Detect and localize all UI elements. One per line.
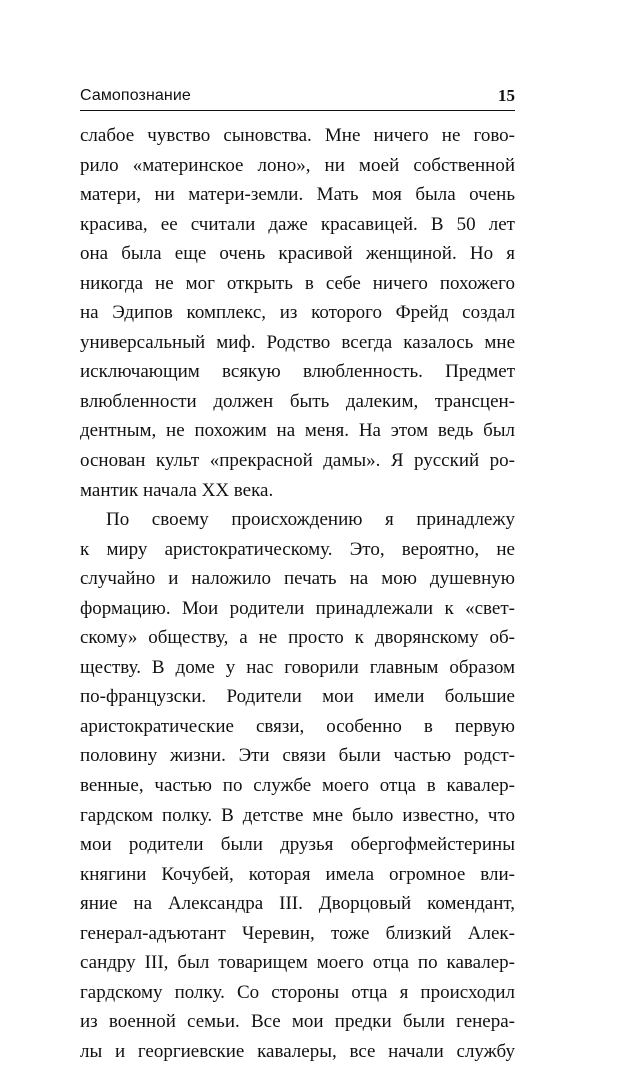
header-rule — [80, 110, 515, 111]
text-line: яние на Александра III. Дворцовый комендант, — [80, 893, 515, 915]
running-header — [80, 86, 515, 110]
text-line: исключающим всякую влюбленность. Предмет — [80, 361, 515, 383]
text-line: княгини Кочубей, которая имела огромное вли- — [80, 863, 515, 885]
text-line: основан культ «прекрасной дамы». Я русский ро- — [80, 450, 515, 472]
text-line: сандру III, был товарищем моего отца по кавалер- — [80, 952, 515, 974]
text-line: влюбленности должен быть далеким, трансцен- — [80, 390, 515, 412]
body-text — [80, 121, 515, 1067]
text-line: по-французски. Родители мои имели большие — [80, 686, 515, 708]
text-line: формацию. Мои родители принадлежали к «свет- — [80, 597, 515, 619]
text-line: дентным, не похожим на меня. На этом ведь был — [80, 420, 515, 442]
text-line: из военной семьи. Все мои предки были генера- — [80, 1011, 515, 1033]
text-line: мои родители были друзья обергофмейстерины — [80, 834, 515, 856]
paragraph-first-line: По своему происхождению я принадлежу — [106, 509, 515, 531]
text-line: к миру аристократическому. Это, вероятно, не — [80, 538, 515, 560]
text-line: аристократические связи, особенно в первую — [80, 715, 515, 737]
text-line: гардскому полку. Со стороны отца я происходил — [80, 981, 515, 1003]
text-line: лы и георгиевские кавалеры, все начали службу — [80, 1040, 515, 1062]
text-line: никогда не мог открыть в себе ничего похожего — [80, 272, 515, 294]
text-line: генерал-адъютант Черевин, тоже близкий Алек- — [80, 922, 515, 944]
text-line: скому» обществу, а не просто к дворянскому об- — [80, 627, 515, 649]
text-line: венные, частью по службе моего отца в кавалер- — [80, 775, 515, 797]
text-line: она была еще очень красивой женщиной. Но я — [80, 243, 515, 265]
running-title: Самопознание — [80, 87, 191, 104]
text-line: случайно и наложило печать на мою душевную — [80, 568, 515, 590]
text-line: ществу. В доме у нас говорили главным образом — [80, 656, 515, 678]
text-line: красива, ее считали даже красавицей. В 50 лет — [80, 213, 515, 235]
text-line: половину жизни. Эти связи были частью родст- — [80, 745, 515, 767]
text-line: слабое чувство сыновства. Мне ничего не гово- — [80, 125, 515, 146]
text-line: гардском полку. В детстве мне было известно, что — [80, 804, 515, 826]
text-line: рило «материнское лоно», ни моей собственной — [80, 154, 515, 176]
text-line: матери, ни матери-земли. Мать моя была очень — [80, 184, 515, 206]
page-number: 15 — [498, 86, 515, 105]
text-line: универсальный миф. Родство всегда казалось мне — [80, 331, 515, 353]
text-line: на Эдипов комплекс, из которого Фрейд создал — [80, 302, 515, 324]
text-line: мантик начала XX века. — [80, 479, 274, 501]
